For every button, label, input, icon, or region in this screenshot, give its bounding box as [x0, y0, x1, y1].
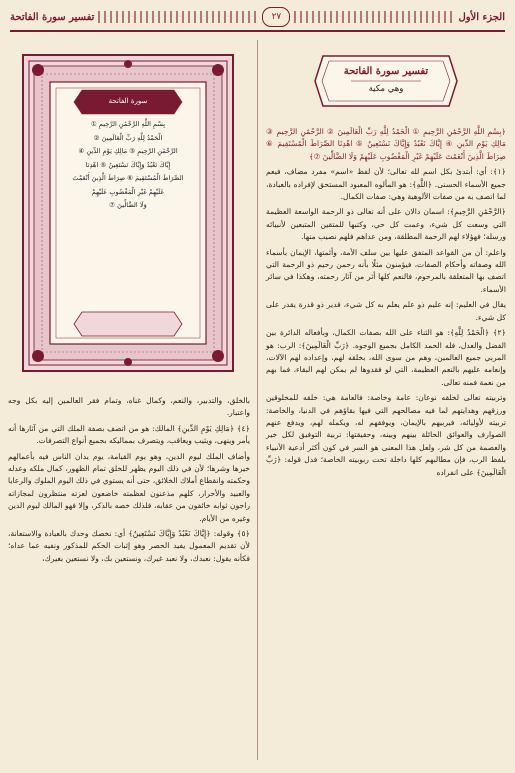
paragraph: ﴿٤﴾ ﴿مَالِكِ يَوْمِ الدِّينِ﴾ المالك: هو من اتصف بصفة الملك التي من آثارها أنه يأمر وينهى، ويثيب ويعاقب، ويتصرف بمماليكه بجميع أنواع التصرفات.: [8, 423, 250, 446]
right-column: [266, 40, 506, 482]
mushaf-surah-name: سورة الفاتحة: [108, 97, 148, 105]
mushaf-line: بِسْمِ اللَّهِ الرَّحْمَٰنِ الرَّحِيمِ ①: [90, 120, 166, 128]
mushaf-line: الصِّرَاطَ الْمُسْتَقِيمَ ⑥ صِرَاطَ الَّذِينَ أَنْعَمْتَ: [72, 174, 184, 182]
mushaf-line: عَلَيْهِمْ غَيْرِ الْمَغْضُوبِ عَلَيْهِمْ: [91, 187, 165, 196]
column-divider: [257, 40, 258, 760]
mushaf-line: الْحَمْدُ لِلَّهِ رَبِّ الْعَالَمِينَ ②: [93, 133, 163, 142]
header-ornament: [294, 11, 454, 23]
paragraph: ﴿٢﴾ ﴿الْحَمْدُ لِلَّهِ﴾: هو الثناء على الله بصفات الكمال، وبأفعاله الدائرة بين الفضل والعدل، فله الحمد الكامل بجميع الوجوه. ﴿رَبِّ الْعَالَمِينَ﴾: الرب: هو المربي جميع العالمين، وهم من سوى الله، بخلقه لهم، وإعداده لهم الآلات، وإنعامه عليهم بالنعم العظيمة، التي لو فقدوها لم يمكن لهم البقاء، فما بهم من نعمة فمنه تعالى.: [266, 328, 506, 387]
surah-title-box: [311, 50, 461, 112]
mushaf-line: الرَّحْمَٰنِ الرَّحِيمِ ③ مَالِكِ يَوْمِ الدِّينِ ④: [78, 147, 178, 155]
page-number: ٢٧: [262, 7, 290, 27]
paragraph: ﴿٥﴾ وقوله: ﴿إِيَّاكَ نَعْبُدُ وَإِيَّاكَ نَسْتَعِينُ﴾ أي: نخصك وحدك بالعبادة والاستعانة، لأن تقديم المعمول يفيد الحصر وهو إثبات الحكم للمذكور ونفيه عما عداه؛ فكأنه يقول: نعبدك، ولا نعبد غيرك، ونستعين بك، ولا نستعين بغيرك،: [8, 529, 250, 563]
mushaf-line: وَلَا الضَّالِّينَ ⑦: [109, 201, 147, 209]
paragraph: وأضاف الملك ليوم الدين، وهو يوم القيامة، يوم يدان الناس فيه بأعمالهم خيرها وشرها؛ لأن في ذلك اليوم يظهر للخلق تمام الظهور، كمال ملكه وعدله وحكمته وانقطاع أملاك الخلائق، حتى أنه يستوي في ذلك اليوم الملوك والرعايا والعبيد والأحرار، كلهم مذعنون لعظمته خاضعون لعزته منتظرون لمجازاته راجون ثوابه خائفون من عقابه، فلذلك خصه بالذكر، وإلا فهو المالك ليوم الدين وغيره من الأيام.: [8, 451, 250, 523]
mushaf-text: [68, 118, 188, 213]
mushaf-line: إِيَّاكَ نَعْبُدُ وَإِيَّاكَ نَسْتَعِينُ ⑤ اهْدِنَا: [85, 160, 171, 169]
verse-block: ﴿بِسْمِ اللَّهِ الرَّحْمَٰنِ الرَّحِيمِ ① الْحَمْدُ لِلَّهِ رَبِّ الْعَالَمِينَ ② الرَّحْمَٰنِ الرَّحِيمِ ③ مَالِكِ يَوْمِ الدِّينِ ④ إِيَّاكَ نَعْبُدُ وَإِيَّاكَ نَسْتَعِينُ ⑤ اهْدِنَا الصِّرَاطَ الْمُسْتَقِيمَ ⑥ صِرَاطَ الَّذِينَ أَنْعَمْتَ عَلَيْهِمْ غَيْرِ الْمَغْضُوبِ عَلَيْهِمْ وَلَا الضَّالِّينَ ⑦﴾: [266, 127, 506, 161]
surah-title: تفسير سورة الفاتحة: [343, 66, 429, 77]
running-header: [10, 6, 505, 28]
header-rule: [10, 30, 505, 32]
paragraph: واعلم: أن من القواعد المتفق عليها بين سلف الأمة، وأئمتها، الإيمان بأسماء الله وصفاته وأحكام الصفات، فيؤمنون مثلًا بأنه رحمن رحيم ذو الرحمة التي اتصف بها المتعلقة بالمرحوم، فالنعم كلها أثر من آثار رحمته، وهكذا في سائر الأسماء.: [266, 247, 506, 294]
header-volume: الجزء الأول: [458, 11, 505, 23]
paragraph: يقال في العليم: إنه عليم ذو علم يعلم به كل شيء، قدير ذو قدرة يقدر على كل شيء.: [266, 300, 506, 322]
paragraph: وتربيته تعالى لخلقه نوعان: عامة وخاصة: فالعامة هي: خلقه للمخلوقين ورزقهم وهدايتهم لما فيه مصالحهم التي فيها بقاؤهم في الدنيا، والخاصة: تربيته لأوليائه، فيربيهم بالإيمان، ويوفقهم له، ويكمله لهم، ويدفع عنهم الصوارف والعوائق الحائلة بينهم وبينه، وحقيقتها: تربية التوفيق لكل خير والعصمة من كل شر، ولعل هذا المعنى هو السر في كون أكثر أدعية الأنبياء بلفظ الرب، فإن مطالبهم كلها داخلة تحت ربوبيته الخاصة؛ فدل قوله: ﴿رَبِّ الْعَالَمِينَ﴾ على انفراده: [266, 393, 506, 477]
paragraph: ﴿الرَّحْمَٰنِ الرَّحِيمِ﴾: اسمان دالان على أنه تعالى ذو الرحمة الواسعة العظيمة التي وسعت كل شيء، وعمت كل حي، وكتبها للمتقين المتبعين لأنبيائه ورسله؛ فهؤلاء لهم الرحمة المطلقة، ومن عداهم فلهم نصيب منها.: [266, 207, 506, 242]
paragraph: ﴿١﴾: أي: أبتدئ بكل اسم لله تعالى؛ لأن لفظ «اسم» مفرد مضاف، فيعم جميع الأسماء الحسنى. ﴿اللَّهِ﴾: هو المألوه المعبود المستحق لإفراده بالعبادة، لما اتصف به من صفات الألوهية وهي: صفات الكمال.: [266, 167, 506, 202]
header-ornament: [98, 11, 258, 23]
surah-subtitle: وهي مكية: [368, 84, 404, 94]
header-surah-title: تفسير سورة الفاتحة: [10, 11, 95, 23]
title-box-ornament: [311, 50, 461, 112]
paragraph: بالخلق، والتدبير، والنعم، وكمال غناه، وتمام فقر العالمين إليه بكل وجه واعتبار.: [8, 396, 250, 418]
left-column: [8, 395, 250, 568]
